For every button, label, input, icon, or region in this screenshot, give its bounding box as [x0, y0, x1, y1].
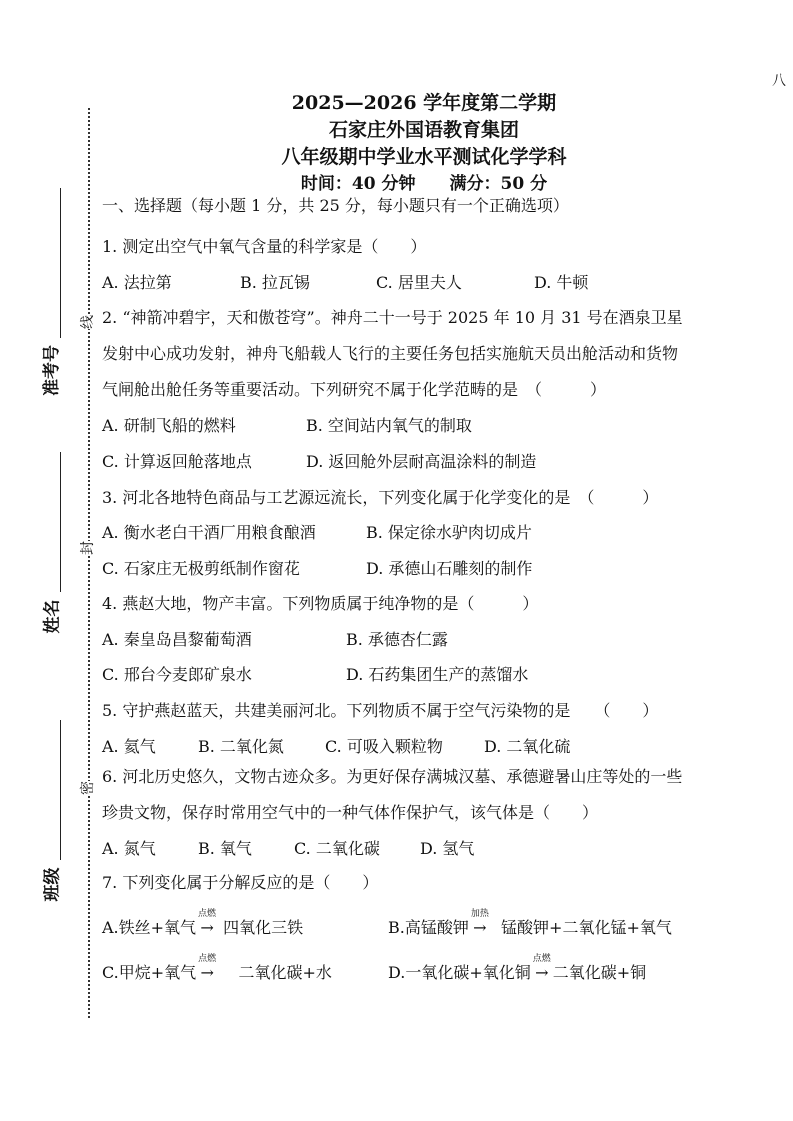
q3-option-b: B. 保定徐水驴肉切成片	[366, 523, 532, 542]
q3-option-d: D. 承德山石雕刻的制作	[366, 559, 533, 578]
q2-option-d: D. 返回舱外层耐高温涂料的制造	[306, 452, 537, 471]
q7-b-condition-arrow	[469, 909, 491, 937]
q7-option-a	[102, 909, 304, 938]
q7-b-condition: 加热	[470, 909, 489, 919]
page-corner-text: 八	[772, 73, 786, 89]
class-write-line	[60, 720, 61, 860]
q7-c-reactants: C.甲烷+氧气	[102, 963, 197, 982]
q7-c-condition-arrow	[196, 954, 218, 982]
q7-b-products: 锰酸钾+二氧化锰+氧气	[501, 918, 672, 937]
exam-title: 八年级期中学业水平测试化学学科	[281, 146, 567, 168]
class-label: 班级	[42, 867, 63, 902]
school-name-title: 石家庄外国语教育集团	[328, 119, 519, 141]
q7-c-products: 二氧化碳+水	[238, 963, 332, 982]
q7-d-condition: 点燃	[532, 954, 551, 964]
q1-option-d: D. 牛顿	[534, 273, 589, 292]
q7-option-c	[102, 954, 332, 983]
q1-option-b: B. 拉瓦锡	[240, 273, 310, 292]
time-score-line: 时间：40 分钟 满分：50 分	[300, 174, 548, 194]
seal-char-feng: 封	[77, 541, 97, 555]
q7-option-d	[388, 954, 647, 983]
q7-a-products: 四氧化三铁	[223, 918, 304, 937]
name-label: 姓名	[42, 599, 63, 634]
q7-a-condition-arrow	[196, 909, 218, 937]
q7-option-b	[388, 909, 672, 938]
q6-option-a: A. 氮气	[102, 839, 156, 858]
q7-a-condition: 点燃	[198, 909, 217, 919]
q1-option-a: A. 法拉第	[102, 273, 172, 292]
q4-option-b: B. 承德杏仁露	[346, 630, 448, 649]
school-year-title: 2025—2026 学年度第二学期	[291, 92, 557, 114]
q7-c-arrow: →	[200, 963, 214, 982]
seal-char-xian: 线	[77, 315, 97, 329]
q5-option-b: B. 二氧化氮	[198, 737, 284, 756]
q4-option-d: D. 石药集团生产的蒸馏水	[346, 665, 529, 684]
question-6-line-2: 珍贵文物，保存时常用空气中的一种气体作保护气，该气体是（ ）	[102, 803, 599, 822]
q6-option-b: B. 氧气	[198, 839, 252, 858]
question-1-stem: 1. 测定出空气中氧气含量的科学家是（ ）	[102, 237, 427, 256]
question-4-stem: 4. 燕赵大地，物产丰富。下列物质属于纯净物的是（ ）	[102, 594, 539, 613]
question-2-line-1: 2. “神箭冲碧宇，天和傲苍穹”。神舟二十一号于 2025 年 10 月 31 号在酒泉卫星	[102, 308, 683, 327]
q4-option-c: C. 邢台今麦郎矿泉水	[102, 665, 252, 684]
q2-option-a: A. 研制飞船的燃料	[102, 416, 236, 435]
q7-a-reactants: A.铁丝+氧气	[102, 918, 197, 937]
q4-option-a: A. 秦皇岛昌黎葡萄酒	[102, 630, 252, 649]
q2-option-c: C. 计算返回舱落地点	[102, 452, 252, 471]
seal-char-mi: 密	[77, 781, 97, 795]
exam-no-label: 准考号	[42, 345, 62, 396]
question-5-stem: 5. 守护燕赵蓝天，共建美丽河北。下列物质不属于空气污染物的是 （ ）	[102, 701, 659, 720]
q7-d-reactants: D.一氧化碳+氧化铜	[388, 963, 531, 982]
name-write-line	[60, 452, 61, 592]
q5-option-d: D. 二氧化硫	[484, 737, 571, 756]
q3-option-c: C. 石家庄无极剪纸制作窗花	[102, 559, 300, 578]
q7-d-products: 二氧化碳+铜	[552, 963, 647, 982]
question-3-stem: 3. 河北各地特色商品与工艺源远流长，下列变化属于化学变化的是 （ ）	[102, 488, 659, 507]
q7-d-condition-arrow	[531, 954, 553, 982]
q2-option-b: B. 空间站内氧气的制取	[306, 416, 472, 435]
q6-option-c: C. 二氧化碳	[294, 839, 380, 858]
q5-option-c: C. 可吸入颗粒物	[325, 737, 443, 756]
q1-option-c: C. 居里夫人	[376, 273, 462, 292]
question-6-line-1: 6. 河北历史悠久，文物古迹众多。为更好保存满城汉墓、承德避暑山庄等处的一些	[102, 767, 683, 786]
q3-option-a: A. 衡水老白干酒厂用粮食酿酒	[102, 523, 316, 542]
q6-option-d: D. 氢气	[420, 839, 475, 858]
exam-no-write-line	[60, 188, 61, 338]
q7-b-reactants: B.高锰酸钾	[388, 918, 469, 937]
question-7-stem: 7. 下列变化属于分解反应的是（ ）	[102, 873, 379, 892]
section-heading: 一、选择题（每小题 1 分，共 25 分，每小题只有一个正确选项）	[102, 196, 569, 215]
binding-dotted-line	[88, 108, 90, 1018]
q5-option-a: A. 氦气	[102, 737, 156, 756]
q7-a-arrow: →	[200, 918, 214, 937]
question-2-line-2: 发射中心成功发射，神舟飞船载人飞行的主要任务包括实施航天员出舱活动和货物	[102, 344, 679, 363]
q7-d-arrow: →	[535, 963, 549, 982]
question-2-line-3: 气闸舱出舱任务等重要活动。下列研究不属于化学范畴的是 （ ）	[102, 380, 607, 399]
q7-c-condition: 点燃	[198, 954, 217, 964]
q7-b-arrow: →	[473, 918, 487, 937]
